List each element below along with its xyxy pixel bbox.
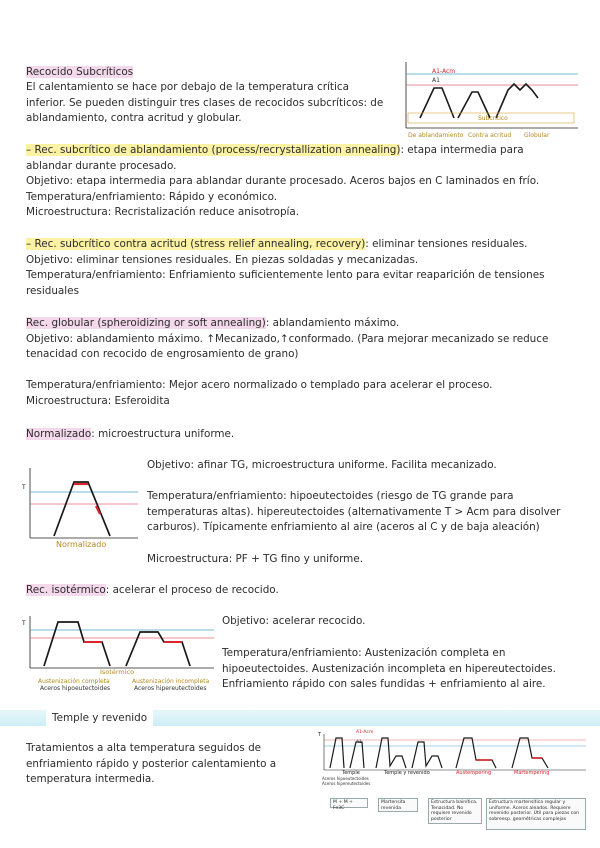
- text-line: temperaturas altas). hipereutectoides (alternativamente T > Acm para disolver: [147, 505, 561, 518]
- temple-figure: [316, 730, 588, 836]
- text-line: El calentamiento se hace por debajo de la temperatura crítica: [26, 81, 349, 93]
- isotermico-heading: Rec. isotérmico: [26, 584, 106, 596]
- normalizado-objetivo: Objetivo: afinar TG, microestructura uniforme. Facilita mecanizado.: [147, 459, 497, 471]
- text-line: Tratamientos a alta temperatura seguidos de: [26, 742, 262, 754]
- axis-t-label: T: [318, 732, 322, 738]
- text-line: hipoeutectoides. Austenización incompleta en hipereutectoides.: [222, 662, 556, 675]
- text-line: Temperatura/enfriamiento: Mejor acero normalizado o templado para acelerar el proceso.: [26, 379, 493, 391]
- acritud-heading-tail: : eliminar tensiones residuales.: [365, 238, 528, 250]
- globular-section: [26, 316, 586, 363]
- normalizado-heading: Normalizado: [26, 428, 92, 440]
- curve-ablandamiento: [420, 88, 454, 118]
- label-temple-revenido: Temple y revenido: [384, 770, 430, 776]
- text-line: Microestructura: Esferoidita: [26, 394, 170, 407]
- text-line: Temperatura/enfriamiento: Rápido y económico.: [26, 190, 278, 203]
- acritud-heading: – Rec. subcrítico contra acritud (stress relief annealing, recovery): [26, 238, 366, 250]
- isotermico-heading-tail: : acelerar el proceso de recocido.: [105, 584, 279, 596]
- text-line: enfriamiento rápido y posterior calentamiento a: [26, 757, 277, 770]
- curve-incompleta: [126, 632, 190, 666]
- right-sub: Aceros hipereutectoides: [134, 685, 207, 692]
- right-caption: Austenización incompleta: [132, 678, 210, 685]
- subcritico-band-label: Subcrítico: [478, 115, 508, 122]
- text-line: Objetivo: ablandamiento máximo. ↑Mecanizado,↑conformado. (Para mejorar mecanizado se reduce: [26, 332, 549, 345]
- acritud-heading-line: [26, 237, 586, 253]
- sublabel-hiper: Aceros hipereutectoides: [322, 781, 371, 786]
- text-line: temperatura intermedia.: [26, 773, 155, 785]
- curve-revenido-1: [376, 738, 406, 768]
- text-line: residuales: [26, 284, 79, 297]
- subcritico-paragraph: [26, 80, 396, 127]
- temple-title: Temple y revenido: [52, 712, 148, 724]
- subcritico-figure: [398, 58, 582, 142]
- normalizado-figure: [18, 462, 142, 554]
- temple-title-tab: [46, 710, 153, 726]
- text-line: Temperatura/enfriamiento: hipoeutectoides (riesgo de TG grande para: [147, 490, 514, 502]
- ablandamiento-heading: – Rec. subcrítico de ablandamiento (process/recrystallization annealing): [26, 144, 401, 156]
- box-austempering: Estructura bainítica. Tenacidad. No requiere revenido posterior: [428, 798, 482, 824]
- normalizado-heading-line: [26, 427, 234, 443]
- isotermico-title: Isotérmico: [100, 668, 135, 676]
- curve-normalizado: [54, 482, 110, 536]
- globular-section-2: [26, 378, 586, 409]
- text-line: Temperatura/enfriamiento: Enfriamiento suficientemente lento para evitar reaparición de tensiones: [26, 269, 545, 281]
- sublabel-hipo: Aceros hipoeutectoides: [322, 776, 369, 781]
- text-line: inferior. Se pueden distinguir tres clases de recocidos subcríticos: de: [26, 96, 384, 109]
- caption-globular: Globular: [524, 132, 550, 139]
- isotermico-heading-line: [26, 583, 279, 599]
- normalizado-heading-tail: : microestructura uniforme.: [91, 428, 235, 440]
- text-line: tenacidad con recocido de engrosamiento de grano): [26, 348, 299, 360]
- text-line: Enfriamiento rápido con sales fundidas + enfriamiento al aire.: [222, 678, 546, 690]
- text-line: Microestructura: Recristalización reduce anisotropía.: [26, 206, 300, 218]
- subcritico-diagram: [398, 58, 582, 142]
- box-revenido: Martensita revenida: [378, 798, 418, 812]
- text-line: ablandamiento, contra acritud y globular.: [26, 112, 242, 124]
- ablandamiento-heading-tail: : etapa intermedia para: [400, 144, 524, 156]
- globular-heading-line: [26, 316, 586, 332]
- curve-austempering: [456, 738, 496, 768]
- subcritico-title: Recocido Subcríticos: [26, 66, 134, 78]
- label-austempering: Austempering: [456, 770, 492, 776]
- curve-temple-1: [330, 738, 344, 768]
- left-caption: Austenización completa: [38, 678, 110, 685]
- text-line: carburos). Típicamente enfriamiento al aire (aceros al C y de baja aleación): [147, 521, 540, 533]
- acritud-section: [26, 237, 586, 299]
- a1-label: A1: [432, 77, 440, 84]
- normalizado-temp: [147, 489, 592, 536]
- text-line: Temperatura/enfriamiento: Austenización completa en: [222, 647, 506, 659]
- globular-heading-tail: : ablandamiento máximo.: [265, 317, 400, 329]
- box-martempering: Estructura martensítica regular y uniforme. Aceros aleados. Requiere revenido posterior. Útil para piezas con sobreesp. geométricas complejas: [486, 798, 586, 830]
- axis-t-label: T: [22, 484, 26, 491]
- caption-acritud: Contra acritud: [468, 132, 512, 139]
- caption-ablandamiento: De ablandamiento: [408, 132, 464, 139]
- isotermico-temp: [222, 646, 594, 693]
- ablandamiento-section: [26, 143, 586, 221]
- ablandamiento-heading-line2: ablandar durante procesado.: [26, 159, 177, 172]
- subcritico-title-block: [26, 65, 133, 81]
- normalizado-micro: Microestructura: PF + TG fino y uniforme.: [147, 553, 363, 565]
- box-temple: M + M + Fe3C: [330, 798, 368, 808]
- globular-heading: Rec. globular (spheroidizing or soft annealing): [26, 317, 266, 329]
- text-line: Objetivo: eliminar tensiones residuales. En piezas soldadas y mecanizadas.: [26, 253, 419, 266]
- label-martempering: Martempering: [514, 770, 550, 776]
- curve-completa: [44, 622, 110, 666]
- a1-label: A1: [356, 740, 362, 745]
- a1acm-label: A1-Acm: [356, 730, 374, 735]
- ablandamiento-heading-line: [26, 143, 586, 159]
- temple-paragraph: [26, 741, 306, 788]
- label-temple: Temple: [342, 770, 360, 776]
- normalizado-caption: Normalizado: [56, 540, 107, 549]
- isotermico-figure: [18, 612, 216, 696]
- isotermico-objetivo: Objetivo: acelerar recocido.: [222, 615, 366, 627]
- curve-martempering: [512, 738, 548, 768]
- text-line: Objetivo: etapa intermedia para ablandar durante procesado. Aceros bajos en C laminados en frío.: [26, 175, 540, 187]
- left-sub: Aceros hipoeutectoides: [40, 685, 111, 692]
- axis-t-label: T: [22, 620, 26, 627]
- a1acm-label: A1-Acm: [432, 68, 456, 75]
